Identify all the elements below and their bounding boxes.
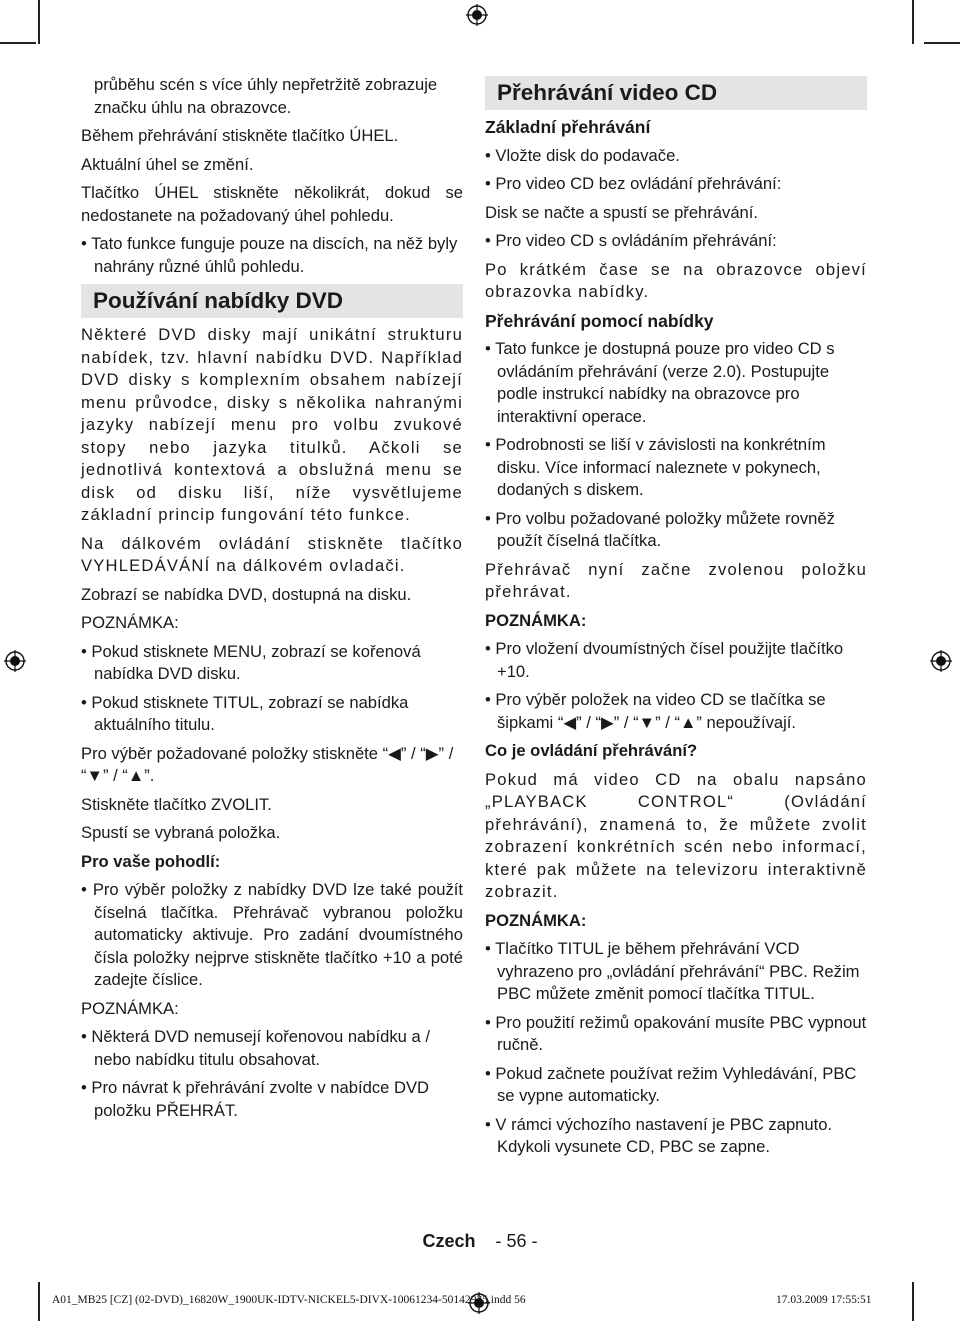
- crop-mark-top-left-h: [0, 42, 36, 44]
- bullet-vcd-with-pbc: • Pro video CD s ovládáním přehrávání:: [485, 231, 777, 250]
- paragraph-angle-changes: Aktuální úhel se změní.: [81, 154, 254, 174]
- subheading-basic-playback: Základní přehrávání: [485, 117, 651, 137]
- subheading-convenience: Pro vaše pohodlí:: [81, 851, 221, 871]
- note-label: POZNÁMKA:: [485, 610, 587, 630]
- bullet-insert-disc: • Vložte disk do podavače.: [485, 145, 680, 165]
- print-slug-file: A01_MB25 [CZ] (02-DVD)_16820W_1900UK-IDTV-NICKEL5-DIVX-10061234-50142935.indd 56: [52, 1294, 526, 1306]
- paragraph-angle-mark: průběhu scén s více úhly nepřetržitě zobrazuje značku úhlu na obrazovce.: [94, 75, 438, 117]
- bullet-menu-button: • Pokud stisknete MENU, zobrazí se kořenová nabídka DVD disku.: [81, 641, 421, 683]
- print-slug-date: 17.03.2009 17:55:51: [776, 1294, 872, 1306]
- bullet-vcd-without-pbc: • Pro video CD bez ovládání přehrávání:: [485, 174, 782, 193]
- crop-mark-top-left: [38, 0, 40, 44]
- paragraph-press-repeatedly: Tlačítko ÚHEL stiskněte několikrát, dokud se nedostanete na požadovaný úhel pohledu.: [81, 183, 463, 225]
- registration-mark-icon: [4, 650, 26, 672]
- paragraph-disc-loads: Disk se načte a spustí se přehrávání.: [485, 202, 759, 222]
- crop-mark-top-right-h: [924, 42, 960, 44]
- registration-mark-icon: [466, 4, 488, 26]
- paragraph-item-starts: Spustí se vybraná položka.: [81, 823, 281, 842]
- footer-language: Czech: [422, 1231, 476, 1251]
- right-column: [485, 74, 867, 1165]
- bullet-number-select: • Pro volbu požadované položky můžete rovněž použít číselná tlačítka.: [485, 508, 835, 550]
- note-label: POZNÁMKA:: [81, 998, 179, 1018]
- bullet-two-digit: • Pro vložení dvoumístných čísel použijte tlačítko +10.: [485, 639, 844, 681]
- bullet-vcd-version: • Tato funkce je dostupná pouze pro video CD s ovládáním přehrávání (verze 2.0). Postupujte podle instrukcí nabídky na obrazovce pro interaktivní operace.: [485, 339, 835, 426]
- bullet-return-play: • Pro návrat k přehrávání zvolte v nabídce DVD položku PŘEHRÁT.: [81, 1078, 429, 1120]
- bullet-details-differ: • Podrobnosti se liší v závislosti na konkrétním disku. Více informací naleznete v pokynech, dodaných s diskem.: [485, 435, 826, 499]
- bullet-search-mode: • Pokud začnete používat režim Vyhledávání, PBC se vypne automaticky.: [485, 1063, 857, 1105]
- bullet-title-pbc: • Tlačítko TITUL je během přehrávání VCD vyhrazeno pro „ovládání přehrávání“ PBC. Režim PBC můžete změnit pomocí tlačítka TITUL.: [485, 939, 860, 1003]
- paragraph-select-item: Pro výběr požadované položky stiskněte “◀” / “▶” / “▼” / “▲”.: [81, 743, 454, 785]
- note-label: POZNÁMKA:: [81, 613, 179, 632]
- crop-mark-bottom-right: [912, 1282, 914, 1321]
- note-label: POZNÁMKA:: [485, 910, 587, 930]
- crop-mark-bottom-left: [38, 1282, 40, 1321]
- bullet-repeat-modes: • Pro použití režimů opakování musíte PBC vypnout ručně.: [485, 1012, 867, 1054]
- bullet-multi-angle-discs: • Tato funkce funguje pouze na discích, na něž byly nahrány různé úhlů pohledu.: [81, 234, 458, 276]
- paragraph-dvd-menu-shown: Zobrazí se nabídka DVD, dostupná na disku.: [81, 584, 412, 604]
- section-heading-dvd-menu: Používání nabídky DVD: [81, 284, 463, 318]
- crop-mark-top-right: [912, 0, 914, 44]
- paragraph-pbc-explained: Pokud má video CD na obalu napsáno „PLAYBACK CONTROL“ (Ovládání přehrávání), znamená to, že můžete zvolit zobrazení konkrétních scén nebo informací, které pak můžete na televizoru interaktivně zobrazit.: [485, 769, 867, 901]
- subheading-menu-playback: Přehrávání pomocí nabídky: [485, 310, 714, 331]
- paragraph-press-search: Na dálkovém ovládání stiskněte tlačítko VYHLEDÁVÁNÍ na dálkovém ovladači.: [81, 533, 463, 575]
- paragraph-dvd-menu-intro: Některé DVD disky mají unikátní strukturu nabídek, tzv. hlavní nabídku DVD. Například DVD disky s komplexním obsahem nabízejí menu průvodce, disky s několika nahranými jazyky nabízejí menu pro volbu zvukové stopy nebo jazyka titulků. Ačkoli se jednotlivá kontextová a obslužná menu se disk od disku liší, níže vysvětlujeme základní princip fungování této funkce.: [81, 325, 463, 524]
- paragraph-menu-appears: Po krátkém čase se na obrazovce objeví obrazovka nabídky.: [485, 259, 867, 301]
- bullet-arrows-unused: • Pro výběr položek na video CD se tlačítka se šipkami “◀” / “▶” / “▼” / “▲” nepoužívají.: [485, 690, 826, 732]
- page-number: - 56 -: [495, 1231, 538, 1251]
- paragraph-press-angle: Během přehrávání stiskněte tlačítko ÚHEL.: [81, 126, 399, 145]
- subheading-what-is-pbc: Co je ovládání přehrávání?: [485, 741, 698, 760]
- paragraph-player-starts: Přehrávač nyní začne zvolenou položku přehrávat.: [485, 559, 867, 601]
- page-footer: [0, 1231, 960, 1252]
- bullet-no-root-menu: • Některá DVD nemusejí kořenovou nabídku a / nebo nabídku titulu obsahovat.: [81, 1027, 430, 1069]
- bullet-pbc-default: • V rámci výchozího nastavení je PBC zapnuto. Kdykoli vysunete CD, PBC se zapne.: [485, 1114, 833, 1156]
- paragraph-press-select: Stiskněte tlačítko ZVOLIT.: [81, 794, 272, 814]
- bullet-title-button: • Pokud stisknete TITUL, zobrazí se nabídka aktuálního titulu.: [81, 692, 409, 734]
- left-column: [81, 74, 463, 1128]
- registration-mark-icon: [930, 650, 952, 672]
- section-heading-video-cd: Přehrávání video CD: [485, 76, 867, 110]
- bullet-number-buttons: • Pro výběr položky z nabídky DVD lze také použít číselná tlačítka. Přehrávač vybranou položku automaticky aktivuje. Pro zadání dvoumístného čísla položky nejprve stiskněte tlačítko +10 a poté zadejte číslice.: [81, 880, 463, 989]
